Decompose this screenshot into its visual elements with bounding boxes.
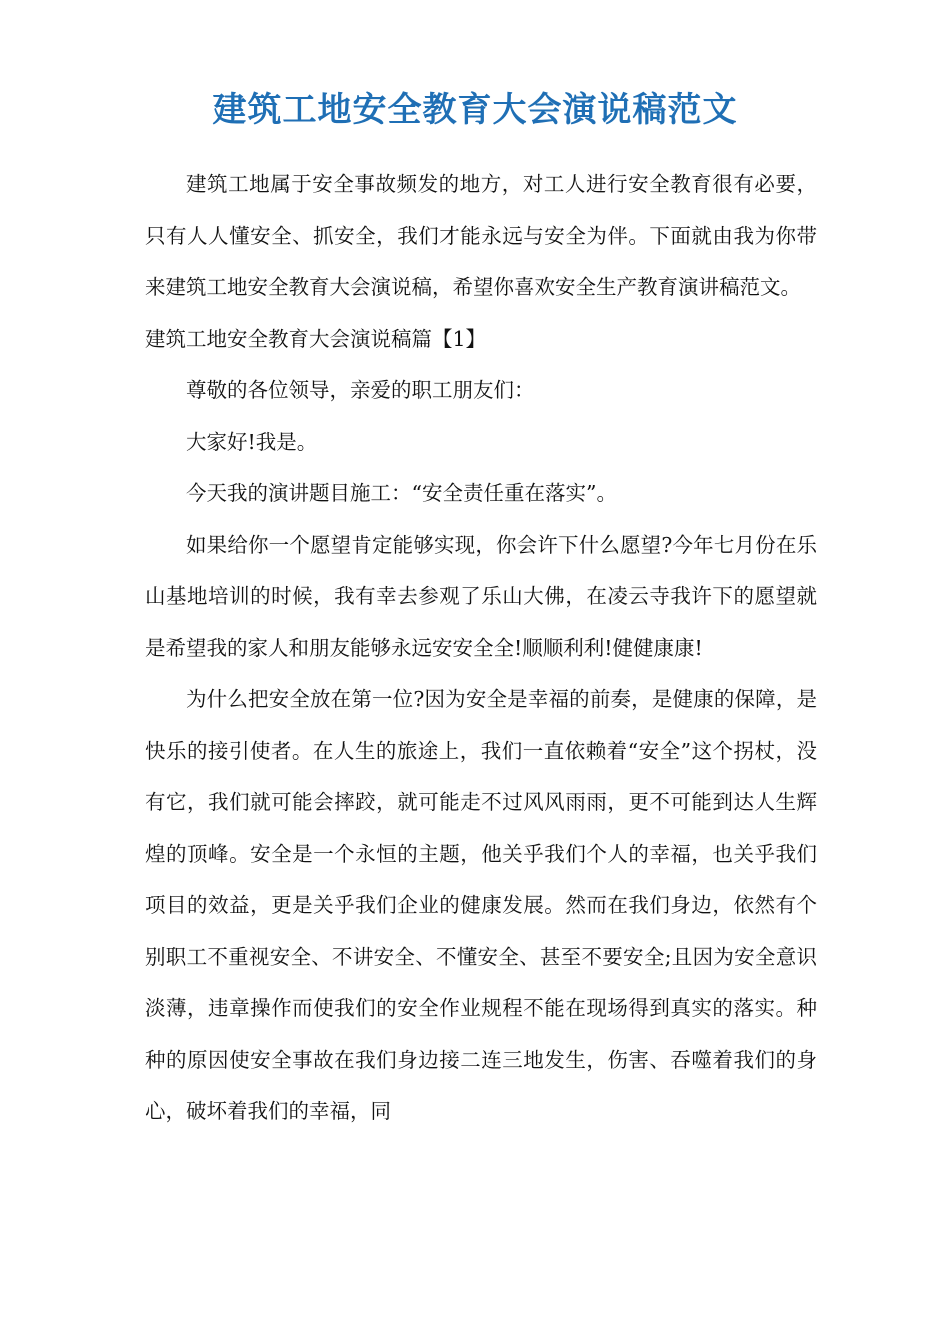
document-body	[145, 159, 817, 1138]
salutation-paragraph: 尊敬的各位领导，亲爱的职工朋友们：	[186, 378, 535, 402]
wish-paragraph: 如果给你一个愿望肯定能够实现，你会许下什么愿望?今年七月份在乐山基地培训的时候，我有幸去参观了乐山大佛，在凌云寺我许下的愿望就是希望我的家人和朋友能够永远安安全全!顺顺利利!健健康康!	[145, 532, 817, 660]
greeting-paragraph: 大家好!我是。	[186, 429, 318, 454]
document-title: 建筑工地安全教育大会演说稿范文	[212, 90, 738, 130]
intro-paragraph: 建筑工地属于安全事故频发的地方，对工人进行安全教育很有必要，只有人人懂安全、抓安全，我们才能永远与安全为伴。下面就由我为你带来建筑工地安全教育大会演说稿，希望你喜欢安全生产教育演讲稿范文。	[145, 172, 817, 299]
section-heading: 建筑工地安全教育大会演说稿篇【1】	[145, 326, 487, 351]
safety-paragraph: 为什么把安全放在第一位?因为安全是幸福的前奏，是健康的保障，是快乐的接引使者。在人生的旅途上，我们一直依赖着“安全”这个拐杖，没有它，我们就可能会摔跤，就可能走不过风风雨雨，更不可能到达人生辉煌的顶峰。安全是一个永恒的主题，他关乎我们个人的幸福，也关乎我们项目的效益，更是关乎我们企业的健康发展。然而在我们身边，依然有个别职工不重视安全、不讲安全、不懂安全、甚至不要安全;且因为安全意识淡薄，违章操作而使我们的安全作业规程不能在现场得到真实的落实。种种的原因使安全事故在我们身边接二连三地发生，伤害、吞噬着我们的身心，破坏着我们的幸福，同	[145, 687, 817, 1123]
topic-paragraph: 今天我的演讲题目施工：“安全责任重在落实”。	[186, 481, 617, 505]
